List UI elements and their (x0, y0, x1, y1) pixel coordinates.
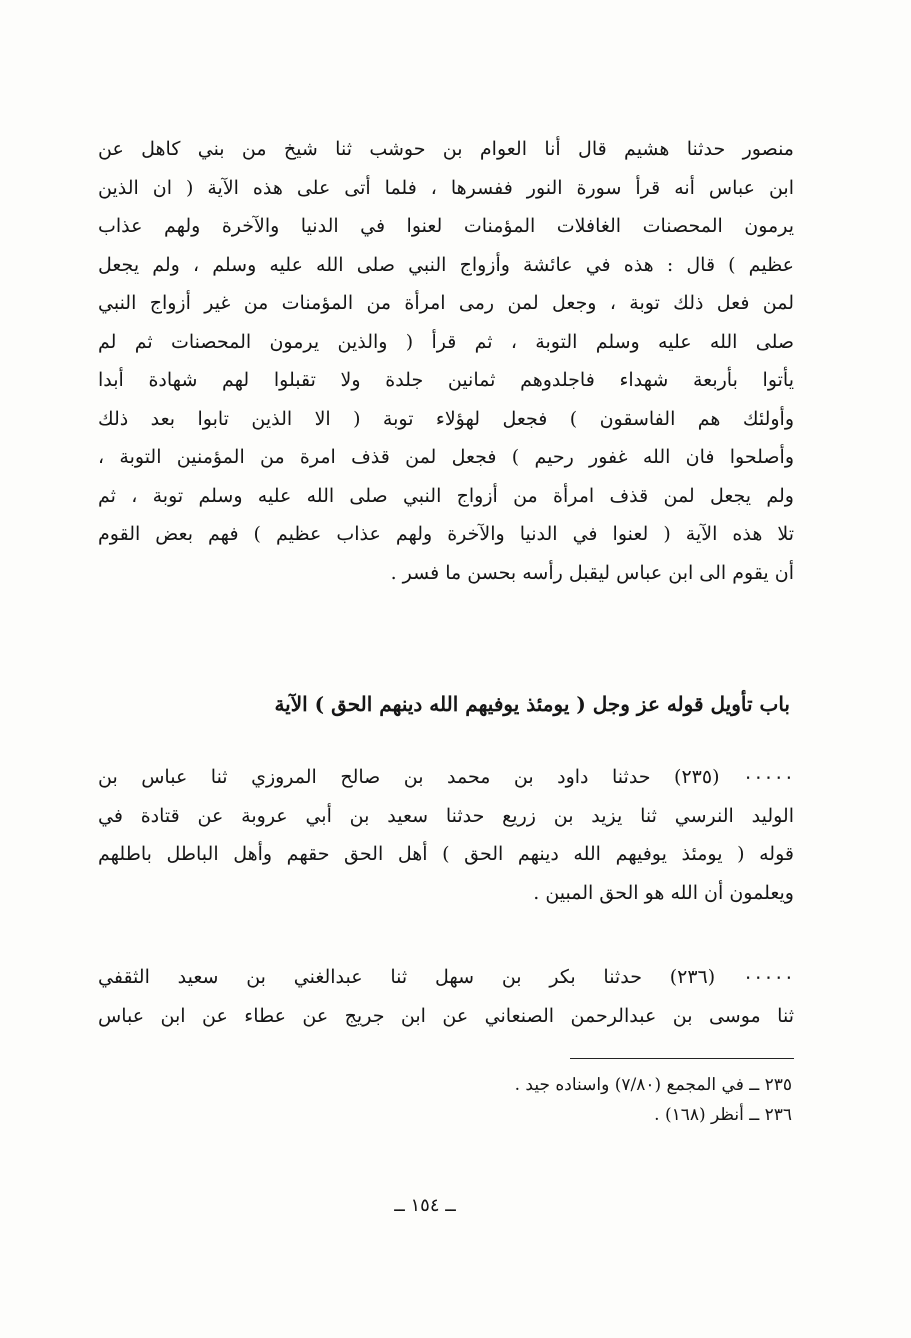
text-line: وأولئك هم الفاسقون ) فجعل لهؤلاء توبة ( الا الذين تابوا بعد ذلك (98, 407, 794, 430)
text-line: ثنا موسى بن عبدالرحمن الصنعاني عن ابن جريج عن عطاء عن ابن عباس (98, 1004, 794, 1027)
hadith-236-paragraph (98, 958, 794, 1035)
footnote-divider (570, 1058, 794, 1059)
footnotes (360, 1070, 792, 1130)
text-line: يأتوا بأربعة شهداء فاجلدوهم ثمانين جلدة ولا تقبلوا لهم شهادة أبدا (98, 369, 794, 391)
footnote-236: ٢٣٦ ــ أنظر (١٦٨) . (654, 1105, 792, 1125)
text-line: ابن عباس أنه قرأ سورة النور ففسرها ، فلما أتى على هذه الآية ( ان الذين (98, 176, 794, 199)
chapter-heading: باب تأويل قوله عز وجل ( يومئذ يوفيهم الله دينهم الحق ) الآية (274, 692, 790, 716)
text-line: ٠٠٠٠٠ (٢٣٦) حدثنا بكر بن سهل ثنا عبدالغني بن سعيد الثقفي (98, 966, 794, 988)
text-line: ويعلمون أن الله هو الحق المبين . (533, 881, 794, 904)
text-line: الوليد النرسي ثنا يزيد بن زريع حدثنا سعيد بن أبي عروبة عن قتادة في (98, 804, 794, 827)
text-line: يرمون المحصنات الغافلات المؤمنات لعنوا في الدنيا والآخرة ولهم عذاب (98, 215, 794, 237)
footnote-235: ٢٣٥ ــ في المجمع (٧/٨٠) واسناده جيد . (514, 1075, 792, 1095)
hadith-235-paragraph (98, 758, 794, 912)
text-line: ٠٠٠٠٠ (٢٣٥) حدثنا داود بن محمد بن صالح المروزي ثنا عباس بن (98, 766, 794, 788)
main-paragraph (98, 130, 794, 592)
page-number: ــ ١٥٤ ــ (394, 1195, 456, 1216)
text-line: وأصلحوا فان الله غفور رحيم ) فجعل لمن قذف امرة من المؤمنين التوبة ، (98, 446, 794, 468)
text-line: ولم يجعل لمن قذف امرأة من أزواج النبي صلى الله عليه وسلم توبة ، ثم (98, 484, 794, 507)
text-line: أن يقوم الى ابن عباس ليقبل رأسه بحسن ما فسر . (390, 561, 794, 584)
text-line: لمن فعل ذلك توبة ، وجعل لمن رمى امرأة من المؤمنات من غير أزواج النبي (98, 292, 794, 314)
text-line: قوله ( يومئذ يوفيهم الله دينهم الحق ) أهل الحق حقهم وأهل الباطل باطلهم (98, 843, 794, 865)
text-line: منصور حدثنا هشيم قال أنا العوام بن حوشب ثنا شيخ من بني كاهل عن (98, 138, 794, 160)
text-line: عظيم ) قال : هذه في عائشة وأزواج النبي صلى الله عليه وسلم ، ولم يجعل (98, 253, 794, 276)
text-line: تلا هذه الآية ( لعنوا في الدنيا والآخرة ولهم عذاب عظيم ) فهم بعض القوم (98, 523, 794, 545)
text-line: صلى الله عليه وسلم التوبة ، ثم قرأ ( والذين يرمون المحصنات ثم لم (98, 330, 794, 353)
